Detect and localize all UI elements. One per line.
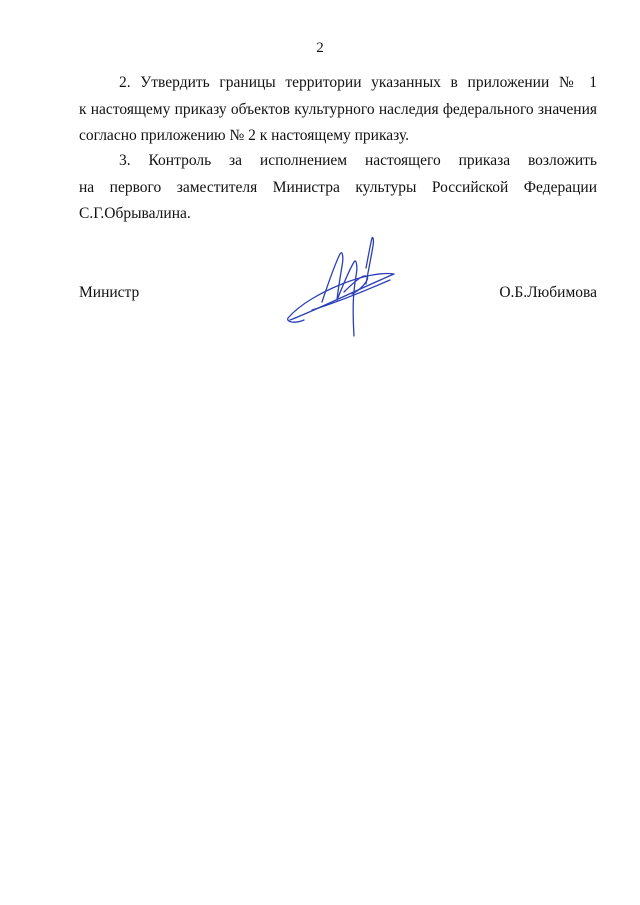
paragraph-line: к настоящему приказу объектов культурного наследия федерального значения bbox=[79, 100, 597, 118]
paragraph-line: 2. Утвердить границы территории указанных в приложении № 1 bbox=[119, 74, 597, 91]
paragraph-line: на первого заместителя Министра культуры Российской Федерации bbox=[79, 178, 597, 196]
signatory-name: О.Б.Любимова bbox=[499, 284, 597, 301]
signatory-title: Министр bbox=[79, 284, 140, 301]
paragraph-item-2 bbox=[79, 70, 597, 150]
page-number: 2 bbox=[316, 40, 324, 56]
paragraph-line: 3. Контроль за исполнением настоящего приказа возложить bbox=[119, 152, 597, 169]
handwritten-signature-icon bbox=[282, 232, 402, 342]
paragraph-line: С.Г.Обрывалина. bbox=[79, 205, 191, 222]
paragraph-item-3 bbox=[79, 148, 597, 228]
paragraph-line: согласно приложению № 2 к настоящему приказу. bbox=[79, 127, 410, 144]
